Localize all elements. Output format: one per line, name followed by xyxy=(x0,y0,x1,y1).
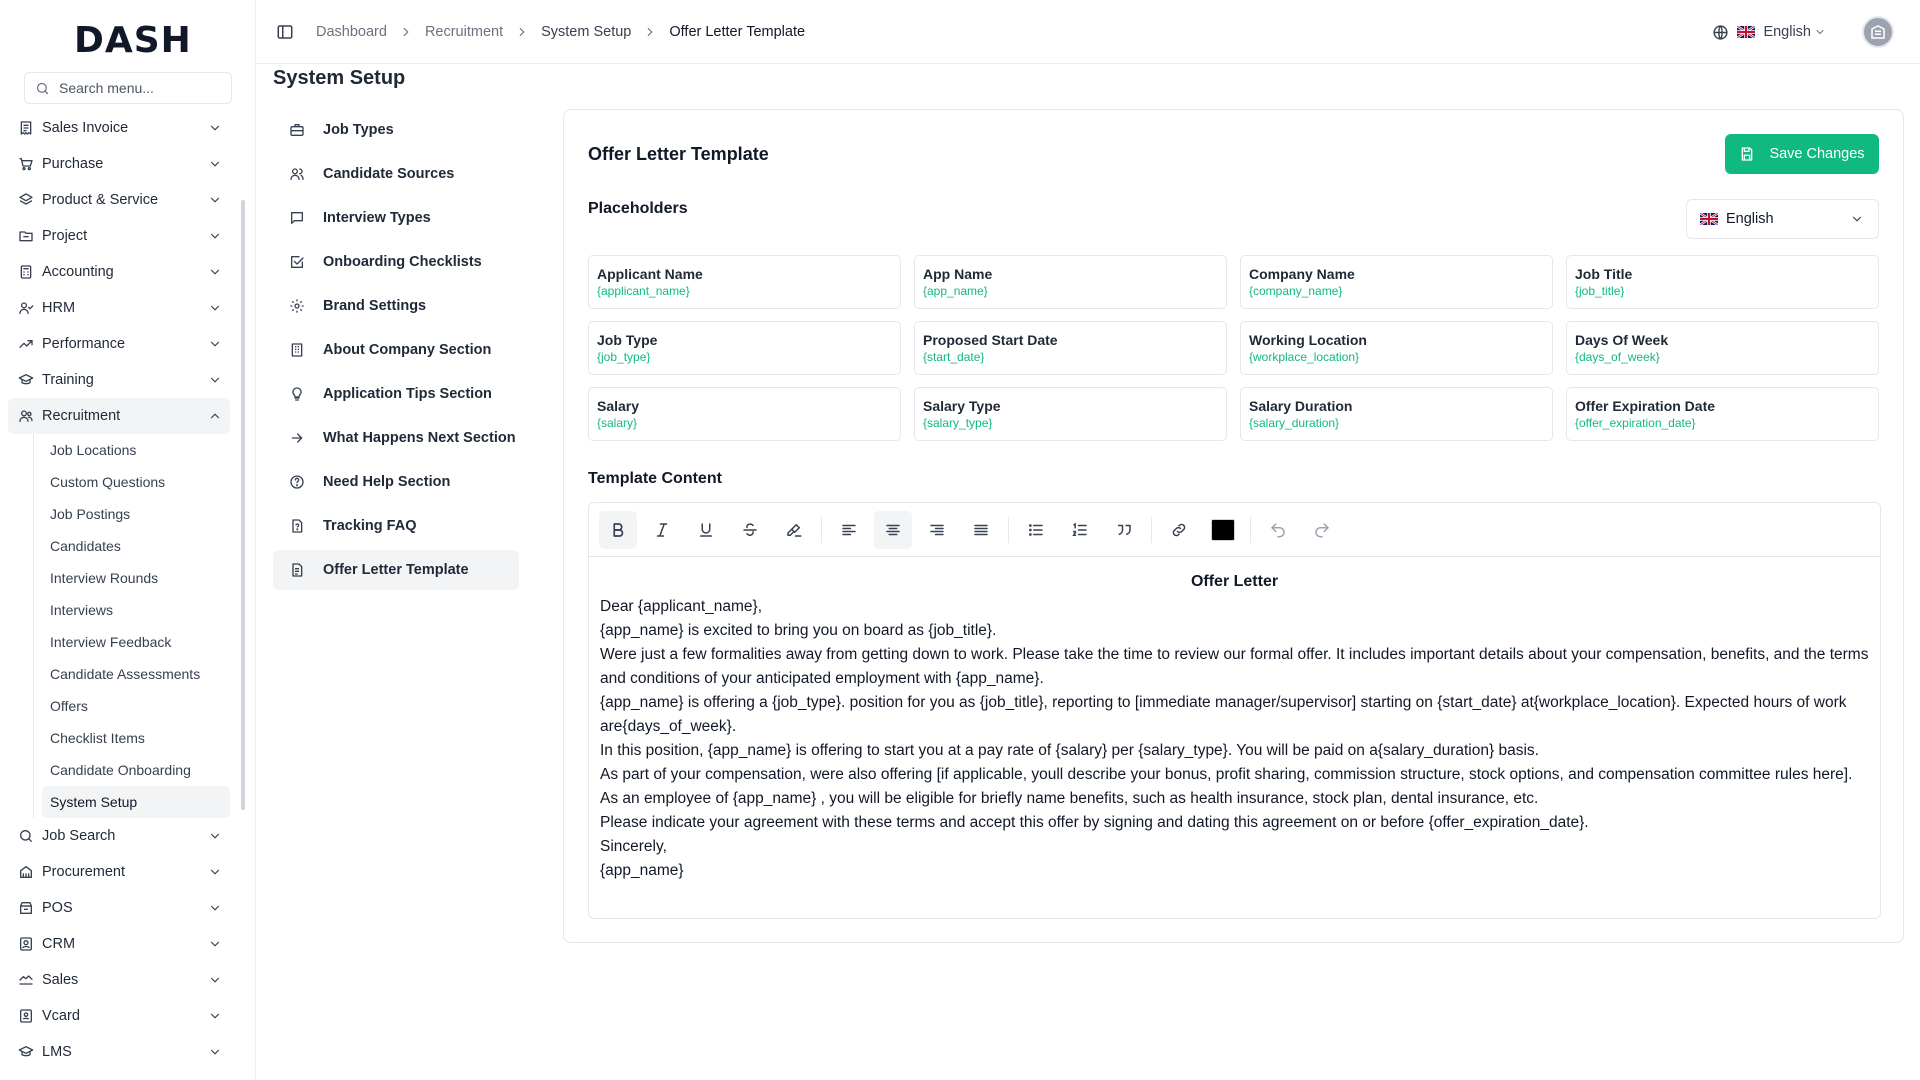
setup-nav-candidate-sources[interactable] xyxy=(273,154,519,194)
placeholder-card[interactable] xyxy=(588,255,901,309)
breadcrumb xyxy=(316,24,805,40)
folder-icon xyxy=(18,228,34,244)
lightbulb-icon xyxy=(289,386,305,402)
bold-button[interactable] xyxy=(599,511,637,549)
building-icon xyxy=(289,342,305,358)
letter-line: As part of your compensation, were also offering [if applicable, youll describe your bonus, profit sharing, commission structure, stock options, and compensation committee rules here]. xyxy=(600,766,1853,783)
setup-nav-label: Tracking FAQ xyxy=(323,518,417,534)
placeholder-card[interactable] xyxy=(1240,321,1553,375)
editor-content[interactable] xyxy=(589,557,1880,896)
sidebar-item-purchase[interactable] xyxy=(8,146,230,182)
chevron-up-icon xyxy=(208,409,222,423)
sidebar-scrollbar[interactable] xyxy=(241,200,245,810)
arrow-right-icon xyxy=(289,430,305,446)
sidebar-item-label: POS xyxy=(42,900,73,916)
chevron-down-icon xyxy=(208,301,222,315)
uk-flag-icon xyxy=(1700,213,1718,225)
globe-icon xyxy=(1712,24,1729,41)
sidebar-item-crm[interactable] xyxy=(8,926,230,962)
sidebar-item-label: HRM xyxy=(42,300,76,316)
placeholder-card[interactable] xyxy=(588,387,901,441)
placeholder-code: {salary_duration} xyxy=(1249,416,1340,430)
letter-line: Sincerely, xyxy=(600,838,667,855)
chevron-down-icon xyxy=(208,193,222,207)
setup-nav-about-company[interactable] xyxy=(273,330,519,370)
chevron-down-icon xyxy=(208,937,222,951)
quote-icon xyxy=(1115,521,1133,539)
sidebar-item-project[interactable] xyxy=(8,218,230,254)
strikethrough-icon xyxy=(741,521,759,539)
toolbar-divider xyxy=(1151,517,1152,543)
setup-nav-application-tips[interactable] xyxy=(273,374,519,414)
submenu-item[interactable]: Checklist Items xyxy=(50,730,145,746)
file-question-icon xyxy=(289,518,305,534)
chevron-down-icon xyxy=(208,373,222,387)
chevron-down-icon xyxy=(208,1009,222,1023)
setup-nav-brand-settings[interactable] xyxy=(273,286,519,326)
placeholder-card[interactable] xyxy=(1566,321,1879,375)
pos-icon xyxy=(18,900,34,916)
setup-nav-offer-letter-template[interactable] xyxy=(273,550,519,590)
gear-icon xyxy=(289,298,305,314)
setup-nav-interview-types[interactable] xyxy=(273,198,519,238)
placeholder-name: Salary Duration xyxy=(1249,398,1353,414)
graduation-icon xyxy=(18,372,34,388)
sidebar-item-label: Job Search xyxy=(42,828,116,844)
submenu-item[interactable]: Offers xyxy=(50,698,88,714)
submenu-item[interactable]: Interview Rounds xyxy=(50,570,159,586)
submenu-item[interactable]: Interviews xyxy=(50,602,114,618)
editor-toolbar xyxy=(589,503,1880,557)
sidebar-item-label: Purchase xyxy=(42,156,104,172)
save-changes-button[interactable] xyxy=(1725,134,1879,174)
placeholder-name: Working Location xyxy=(1249,332,1367,348)
setup-nav-label: Offer Letter Template xyxy=(323,562,469,578)
uk-flag-icon xyxy=(1737,26,1755,38)
sales-icon xyxy=(18,972,34,988)
placeholder-code: {app_name} xyxy=(923,284,988,298)
template-content-title: Template Content xyxy=(588,470,722,487)
chevron-down-icon xyxy=(1814,26,1826,38)
letter-line: {app_name} is excited to bring you on board as {job_title}. xyxy=(600,622,997,639)
placeholder-code: {salary_type} xyxy=(923,416,993,430)
sidebar-item-product-service[interactable] xyxy=(8,182,230,218)
search-icon xyxy=(35,81,50,96)
offer-letter-card xyxy=(563,109,1904,943)
sidebar-item-label: Procurement xyxy=(42,864,126,880)
align-justify-button[interactable] xyxy=(962,511,1000,549)
chevron-down-icon xyxy=(208,1045,222,1059)
placeholder-code: {applicant_name} xyxy=(597,284,690,298)
redo-icon xyxy=(1313,521,1331,539)
language-switcher[interactable] xyxy=(1712,24,1826,41)
check-square-icon xyxy=(289,254,305,270)
message-square-icon xyxy=(289,210,305,226)
breadcrumb-dashboard[interactable]: Dashboard xyxy=(316,23,387,40)
ordered-list-icon xyxy=(1071,521,1089,539)
language-select-value: English xyxy=(1726,211,1774,227)
placeholder-code: {offer_expiration_date} xyxy=(1575,416,1696,430)
underline-icon xyxy=(697,521,715,539)
placeholder-code: {job_title} xyxy=(1575,284,1625,298)
color-swatch xyxy=(1211,519,1235,541)
sidebar-item-label: CRM xyxy=(42,936,76,952)
align-right-button[interactable] xyxy=(918,511,956,549)
calculator-icon xyxy=(18,264,34,280)
breadcrumb-recruitment[interactable]: Recruitment xyxy=(424,23,504,40)
chevron-down-icon xyxy=(1850,212,1864,226)
layers-icon xyxy=(18,192,34,208)
setup-nav-job-types[interactable] xyxy=(273,110,519,150)
placeholder-name: Job Type xyxy=(597,332,658,348)
placeholder-card[interactable] xyxy=(588,321,901,375)
page-title: System Setup xyxy=(273,67,406,89)
user-avatar[interactable] xyxy=(1862,16,1894,48)
sidebar-item-label: Training xyxy=(42,372,94,388)
text-color-picker[interactable] xyxy=(1204,511,1242,549)
bullet-list-button[interactable] xyxy=(1017,511,1055,549)
placeholder-card[interactable] xyxy=(914,387,1227,441)
toolbar-divider xyxy=(821,517,822,543)
sidebar-item-vcard[interactable] xyxy=(8,998,230,1034)
placeholder-name: Days Of Week xyxy=(1575,332,1669,348)
setup-nav-need-help[interactable] xyxy=(273,462,519,502)
placeholder-card[interactable] xyxy=(914,321,1227,375)
toolbar-divider xyxy=(1008,517,1009,543)
sidebar-item-training[interactable] xyxy=(8,362,230,398)
placeholder-code: {job_type} xyxy=(597,350,651,364)
placeholder-code: {start_date} xyxy=(923,350,985,364)
sidebar-item-label: Sales xyxy=(42,972,79,988)
submenu-item[interactable]: Job Locations xyxy=(50,442,137,458)
chevron-down-icon xyxy=(208,157,222,171)
system-setup-nav xyxy=(273,110,519,594)
letter-line: Were just a few formalities away from getting down to work. Please take the time to review our formal offer. It includes important details about your compensation, benefits, and the terms and conditions of your anticipated employment with {app_name}. xyxy=(600,646,1869,687)
setup-nav-label: About Company Section xyxy=(323,342,492,358)
sidebar-toggle-icon[interactable] xyxy=(276,23,294,41)
strikethrough-button[interactable] xyxy=(731,511,769,549)
placeholder-card[interactable] xyxy=(1240,255,1553,309)
language-select[interactable] xyxy=(1686,199,1879,239)
letter-line: {app_name} xyxy=(600,862,684,879)
chevron-down-icon xyxy=(208,337,222,351)
sidebar-item-job-search[interactable] xyxy=(8,818,230,854)
briefcase-icon xyxy=(289,122,305,138)
users-icon xyxy=(289,166,305,182)
language-label: English xyxy=(1763,24,1811,40)
submenu-item[interactable]: Interview Feedback xyxy=(50,634,172,650)
setup-nav-label: Job Types xyxy=(323,122,394,138)
breadcrumb-system-setup[interactable]: System Setup xyxy=(541,23,632,40)
file-text-icon xyxy=(289,562,305,578)
submenu-item-system-setup[interactable]: System Setup xyxy=(42,786,230,818)
link-button[interactable] xyxy=(1160,511,1198,549)
setup-nav-label: What Happens Next Section xyxy=(323,430,516,446)
redo-button[interactable] xyxy=(1303,511,1341,549)
align-justify-icon xyxy=(972,521,990,539)
save-icon xyxy=(1739,146,1755,162)
top-header xyxy=(256,0,1920,64)
sidebar-item-label: Recruitment xyxy=(42,408,121,424)
sidebar-item-label: Project xyxy=(42,228,88,244)
setup-nav-onboarding-checklists[interactable] xyxy=(273,242,519,282)
placeholder-card[interactable] xyxy=(1240,387,1553,441)
highlight-button[interactable] xyxy=(775,511,813,549)
placeholder-name: Salary xyxy=(597,398,640,414)
crm-icon xyxy=(18,936,34,952)
blockquote-button[interactable] xyxy=(1105,511,1143,549)
logo[interactable] xyxy=(74,19,192,61)
sidebar-search[interactable] xyxy=(24,72,232,104)
rich-text-editor xyxy=(588,502,1881,919)
sidebar-item-label: Performance xyxy=(42,336,126,352)
setup-nav-label: Application Tips Section xyxy=(323,386,492,402)
sidebar-item-procurement[interactable] xyxy=(8,854,230,890)
bullet-list-icon xyxy=(1027,521,1045,539)
setup-nav-label: Interview Types xyxy=(323,210,431,226)
placeholder-name: Offer Expiration Date xyxy=(1575,398,1716,414)
cart-icon xyxy=(18,156,34,172)
save-changes-label: Save Changes xyxy=(1769,146,1865,162)
chevron-down-icon xyxy=(208,229,222,243)
letter-heading: Offer Letter xyxy=(1190,573,1279,590)
chevron-down-icon xyxy=(208,973,222,987)
placeholder-code: {days_of_week} xyxy=(1575,350,1660,364)
user-check-icon xyxy=(18,408,34,424)
placeholders-title: Placeholders xyxy=(588,200,688,217)
users-icon xyxy=(18,300,34,316)
placeholder-code: {salary} xyxy=(597,416,638,430)
italic-icon xyxy=(653,521,671,539)
undo-icon xyxy=(1269,521,1287,539)
align-left-button[interactable] xyxy=(830,511,868,549)
bold-icon xyxy=(609,521,627,539)
link-icon xyxy=(1170,521,1188,539)
sidebar xyxy=(0,0,256,1080)
highlighter-icon xyxy=(785,521,803,539)
setup-nav-label: Onboarding Checklists xyxy=(323,254,482,270)
vcard-icon xyxy=(18,1008,34,1024)
chevron-down-icon xyxy=(208,121,222,135)
setup-nav-what-happens-next[interactable] xyxy=(273,418,519,458)
card-title: Offer Letter Template xyxy=(588,144,769,164)
sidebar-item-pos[interactable] xyxy=(8,890,230,926)
sidebar-item-accounting[interactable] xyxy=(8,254,230,290)
sidebar-item-label: Sales Invoice xyxy=(42,120,129,136)
search-input[interactable] xyxy=(59,80,219,96)
placeholder-name: Company Name xyxy=(1249,266,1355,282)
header-actions xyxy=(1712,16,1894,48)
sidebar-item-sales[interactable] xyxy=(8,962,230,998)
placeholder-name: Applicant Name xyxy=(597,266,703,282)
chevron-down-icon xyxy=(208,829,222,843)
placeholder-name: Proposed Start Date xyxy=(923,332,1058,348)
chevron-down-icon xyxy=(208,901,222,915)
chevron-right-icon xyxy=(515,25,529,39)
placeholder-name: Job Title xyxy=(1575,266,1633,282)
placeholder-card[interactable] xyxy=(1566,387,1879,441)
setup-nav-tracking-faq[interactable] xyxy=(273,506,519,546)
logo-text: DASH xyxy=(74,19,192,61)
ordered-list-button[interactable] xyxy=(1061,511,1099,549)
chevron-down-icon xyxy=(208,265,222,279)
undo-button[interactable] xyxy=(1259,511,1297,549)
italic-button[interactable] xyxy=(643,511,681,549)
sidebar-item-performance[interactable] xyxy=(8,326,230,362)
lms-icon xyxy=(18,1044,34,1060)
sidebar-item-lms[interactable] xyxy=(8,1034,230,1070)
underline-button[interactable] xyxy=(687,511,725,549)
sidebar-item-label: Accounting xyxy=(42,264,114,280)
recruitment-submenu xyxy=(33,434,230,818)
align-left-icon xyxy=(840,521,858,539)
submenu-item[interactable]: Candidate Assessments xyxy=(50,666,201,682)
help-circle-icon xyxy=(289,474,305,490)
submenu-item[interactable]: Custom Questions xyxy=(50,474,166,490)
submenu-item[interactable]: Job Postings xyxy=(50,506,131,522)
chevron-right-icon xyxy=(643,25,657,39)
placeholder-name: Salary Type xyxy=(923,398,1001,414)
submenu-item[interactable]: Candidates xyxy=(50,538,121,554)
setup-nav-label: Need Help Section xyxy=(323,474,451,490)
trend-icon xyxy=(18,336,34,352)
letter-line: As an employee of {app_name} , you will be eligible for briefly name benefits, such as health insurance, stock plan, dental insurance, etc. xyxy=(600,790,1539,807)
submenu-item[interactable]: Candidate Onboarding xyxy=(50,762,191,778)
chevron-down-icon xyxy=(208,865,222,879)
toolbar-divider xyxy=(1250,517,1251,543)
chevron-right-icon xyxy=(399,25,413,39)
placeholder-code: {workplace_location} xyxy=(1249,350,1360,364)
align-right-icon xyxy=(928,521,946,539)
sidebar-item-label: LMS xyxy=(42,1044,72,1060)
letter-line: {app_name} is offering a {job_type}. position for you as {job_title}, reporting to [immediate manager/supervisor] starting on {start_date} at{workplace_location}. Expected hours of work are{days_of_week}. xyxy=(600,694,1847,735)
align-center-button[interactable] xyxy=(874,511,912,549)
search-icon xyxy=(18,828,34,844)
breadcrumb-current: Offer Letter Template xyxy=(669,23,806,40)
building-icon xyxy=(1869,23,1887,41)
placeholder-card[interactable] xyxy=(914,255,1227,309)
sidebar-menu xyxy=(8,110,230,1070)
procurement-icon xyxy=(18,864,34,880)
sidebar-item-label: Vcard xyxy=(42,1008,80,1024)
sidebar-item-recruitment[interactable] xyxy=(8,398,230,434)
setup-nav-label: Brand Settings xyxy=(323,298,427,314)
letter-line: In this position, {app_name} is offering to start you at a pay rate of {salary} per {salary_type}. You will be paid on a{salary_duration} basis. xyxy=(600,742,1539,759)
receipt-icon xyxy=(18,120,34,136)
placeholder-name: App Name xyxy=(923,266,993,282)
sidebar-item-sales-invoice[interactable] xyxy=(8,110,230,146)
letter-line: Please indicate your agreement with these terms and accept this offer by signing and dating this agreement on or before {offer_expiration_date}. xyxy=(600,814,1589,831)
placeholder-code: {company_name} xyxy=(1249,284,1343,298)
sidebar-item-hrm[interactable] xyxy=(8,290,230,326)
align-center-icon xyxy=(884,521,902,539)
letter-line: Dear {applicant_name}, xyxy=(600,598,763,615)
placeholders-grid xyxy=(588,255,1881,441)
placeholder-card[interactable] xyxy=(1566,255,1879,309)
sidebar-item-label: Product & Service xyxy=(42,192,159,208)
setup-nav-label: Candidate Sources xyxy=(323,166,455,182)
